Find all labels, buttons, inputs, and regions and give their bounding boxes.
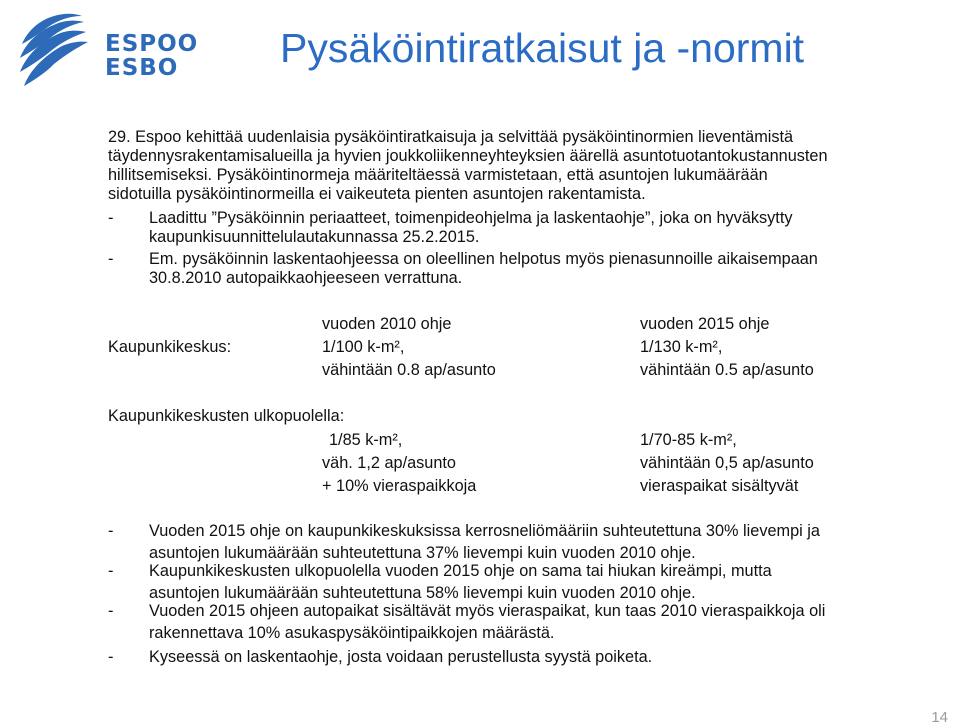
conclusion-item — [108, 646, 652, 668]
conclusion-line: asuntojen lukumäärään suhteutettuna 37% lievempi kuin vuoden 2010 ohje. — [149, 544, 696, 562]
bullet-dash: - — [108, 562, 114, 580]
conclusion-line: Kyseessä on laskentaohje, josta voidaan perustellusta syystä poiketa. — [149, 648, 653, 666]
logo-wordmark — [105, 32, 198, 80]
intro-line: hillitsemiseksi. Pysäköintinormeja määriteltäessä varmistetaan, että asuntojen lukumäärään — [108, 166, 768, 184]
bullet-dash: - — [108, 209, 114, 227]
column-header-2010: vuoden 2010 ohje — [322, 315, 452, 333]
bullet-dash: - — [108, 602, 114, 620]
note-item — [108, 209, 792, 247]
outside-2010-value: väh. 1,2 ap/asunto — [322, 454, 456, 472]
outside-2015-value: vähintään 0,5 ap/asunto — [640, 454, 814, 472]
center-2010-value: 1/100 k-m², — [322, 338, 405, 356]
logo-text-esbo: ESBO — [105, 55, 179, 81]
intro-line: täydennysrakentamisalueilla ja hyvien joukkoliikenneyhteyksien äärellä asuntotuotantokustannusten — [108, 147, 828, 165]
slide-title: Pysäköintiratkaisut ja -normit — [280, 25, 805, 71]
row-label-outside: Kaupunkikeskusten ulkopuolella: — [108, 407, 345, 425]
center-2015-value: vähintään 0.5 ap/asunto — [640, 361, 814, 379]
page-number: 14 — [931, 709, 948, 726]
conclusion-item — [108, 520, 820, 564]
conclusion-line: rakennettava 10% asukaspysäköintipaikkojen määrästä. — [149, 624, 555, 642]
conclusion-line: asuntojen lukumäärään suhteutettuna 58% lievempi kuin vuoden 2010 ohje. — [149, 584, 696, 602]
conclusion-item — [108, 560, 772, 604]
logo-text-espoo: ESPOO — [105, 31, 199, 57]
conclusion-item — [108, 600, 825, 644]
center-2010-value: vähintään 0.8 ap/asunto — [322, 361, 496, 379]
note-item — [108, 250, 818, 288]
center-2015-value: 1/130 k-m², — [640, 338, 723, 356]
bullet-dash: - — [108, 250, 114, 268]
conclusion-line: Vuoden 2015 ohje on kaupunkikeskuksissa kerrosneliömääriin suhteutettuna 30% lievempi ja — [149, 522, 820, 540]
intro-line: 29. Espoo kehittää uudenlaisia pysäköintiratkaisuja ja selvittää pysäköintinormien lieventämistä — [108, 128, 794, 146]
outside-2015-value: vieraspaikat sisältyvät — [640, 477, 799, 495]
note-line: Laadittu ”Pysäköinnin periaatteet, toimenpideohjelma ja laskentaohje”, joka on hyväksytty — [149, 209, 793, 227]
bullet-dash: - — [108, 648, 114, 666]
bullet-dash: - — [108, 522, 114, 540]
note-line: 30.8.2010 autopaikkaohjeeseen verrattuna. — [149, 269, 463, 287]
outside-2010-value: + 10% vieraspaikkoja — [322, 477, 477, 495]
note-line: kaupunkisuunnittelulautakunnassa 25.2.2015. — [149, 228, 480, 246]
outside-2015-value: 1/70-85 k-m², — [640, 431, 737, 449]
column-header-2015: vuoden 2015 ohje — [640, 315, 770, 333]
conclusion-line: Vuoden 2015 ohjeen autopaikat sisältävät myös vieraspaikat, kun taas 2010 vieraspaikkoja oli — [149, 602, 826, 620]
espoo-logo-mark-icon — [18, 10, 102, 100]
espoo-logo — [18, 10, 198, 100]
note-line: Em. pysäköinnin laskentaohjeessa on oleellinen helpotus myös pienasunnoille aikaisempaan — [149, 250, 818, 268]
outside-2010-value: 1/85 k-m², — [329, 431, 403, 449]
intro-line: sidotuilla pysäköintinormeilla ei vaikeuteta pienten asuntojen rakentamista. — [108, 185, 646, 203]
conclusion-line: Kaupunkikeskusten ulkopuolella vuoden 2015 ohje on sama tai hiukan kireämpi, mutta — [149, 562, 772, 580]
row-label-center: Kaupunkikeskus: — [108, 338, 232, 356]
